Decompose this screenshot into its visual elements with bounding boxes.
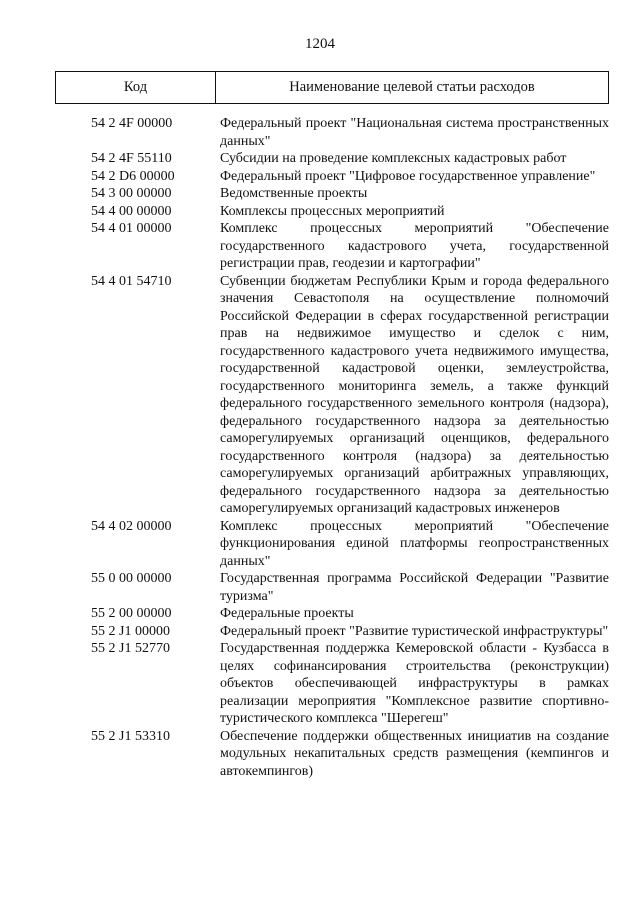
row-code: 54 4 01 54710 <box>91 273 172 289</box>
row-code: 55 2 J1 52770 <box>91 641 170 656</box>
table-row <box>0 220 640 273</box>
table-row <box>0 640 640 728</box>
row-code: 54 2 4F 55110 <box>91 151 172 166</box>
table-row <box>0 518 640 571</box>
row-code: 55 0 00 00000 <box>91 571 172 586</box>
table-row <box>0 570 640 605</box>
table-header <box>55 71 609 104</box>
row-code: 54 3 00 00000 <box>91 186 172 201</box>
row-name: Комплекс процессных мероприятий "Обеспечение государственного кадастрового учета, государственной регистрации прав, геодезии и картографии" <box>220 221 609 271</box>
row-name: Федеральный проект "Национальная система пространственных данных" <box>220 116 609 149</box>
table-row <box>0 623 640 641</box>
row-code: 55 2 00 00000 <box>91 606 172 621</box>
row-name: Ведомственные проекты <box>220 186 368 201</box>
row-code: 54 2 D6 00000 <box>91 168 175 184</box>
row-name: Федеральные проекты <box>220 606 354 621</box>
row-name: Федеральный проект "Развитие туристической инфраструктуры" <box>220 623 609 639</box>
table-row <box>0 728 640 781</box>
table-body <box>0 115 640 780</box>
row-name: Субсидии на проведение комплексных кадастровых работ <box>220 151 567 166</box>
row-code: 54 2 4F 00000 <box>91 116 173 131</box>
table-row <box>0 185 640 203</box>
table-row <box>0 203 640 221</box>
row-name: Обеспечение поддержки общественных инициатив на создание модульных некапитальных средств размещения (кемпингов и автокемпингов) <box>220 728 609 779</box>
table-row <box>0 115 640 150</box>
column-header-name: Наименование целевой статьи расходов <box>289 79 535 95</box>
table-row <box>0 168 640 186</box>
row-name: Комплексы процессных мероприятий <box>220 203 445 219</box>
table-row <box>0 150 640 168</box>
row-name: Государственная поддержка Кемеровской области - Кузбасса в целях софинансирования строительства (реконструкции) объектов обеспечивающей инфраструктуры в рамках реализации мероприятия "Комплексное развитие спортивно-туристического комплекса "Шерегеш" <box>220 641 609 726</box>
page-number: 1204 <box>305 36 335 52</box>
table-row <box>0 605 640 623</box>
table-row <box>0 273 640 518</box>
row-code: 54 4 02 00000 <box>91 518 172 534</box>
row-code: 54 4 01 00000 <box>91 221 172 236</box>
column-header-code: Код <box>123 79 148 95</box>
row-name: Федеральный проект "Цифровое государственное управление" <box>220 168 596 184</box>
row-name: Государственная программа Российской Федерации "Развитие туризма" <box>220 571 609 604</box>
row-name: Комплекс процессных мероприятий "Обеспечение функционирования единой платформы геопространственных данных" <box>220 518 609 569</box>
row-code: 54 4 00 00000 <box>91 203 172 219</box>
row-code: 55 2 J1 53310 <box>91 728 170 744</box>
row-name: Субвенции бюджетам Республики Крым и города федерального значения Севастополя на осуществление полномочий Российской Федерации в сферах государственной регистрации прав на недвижимое имущество и сделок с ним, государственного кадастрового учета недвижимого имущества, государственной кадастровой оценки, землеустройства, государственного мониторинга земель, а также функций федерального государственного земельного контроля (надзора), федерального государственного надзора за деятельностью саморегулируемых организаций оценщиков, федерального государственного контроля (надзора) за деятельностью саморегулируемых организаций арбитражных управляющих, федерального государственного надзора за деятельностью саморегулируемых организаций кадастровых инженеров <box>220 273 609 516</box>
row-code: 55 2 J1 00000 <box>91 623 170 639</box>
